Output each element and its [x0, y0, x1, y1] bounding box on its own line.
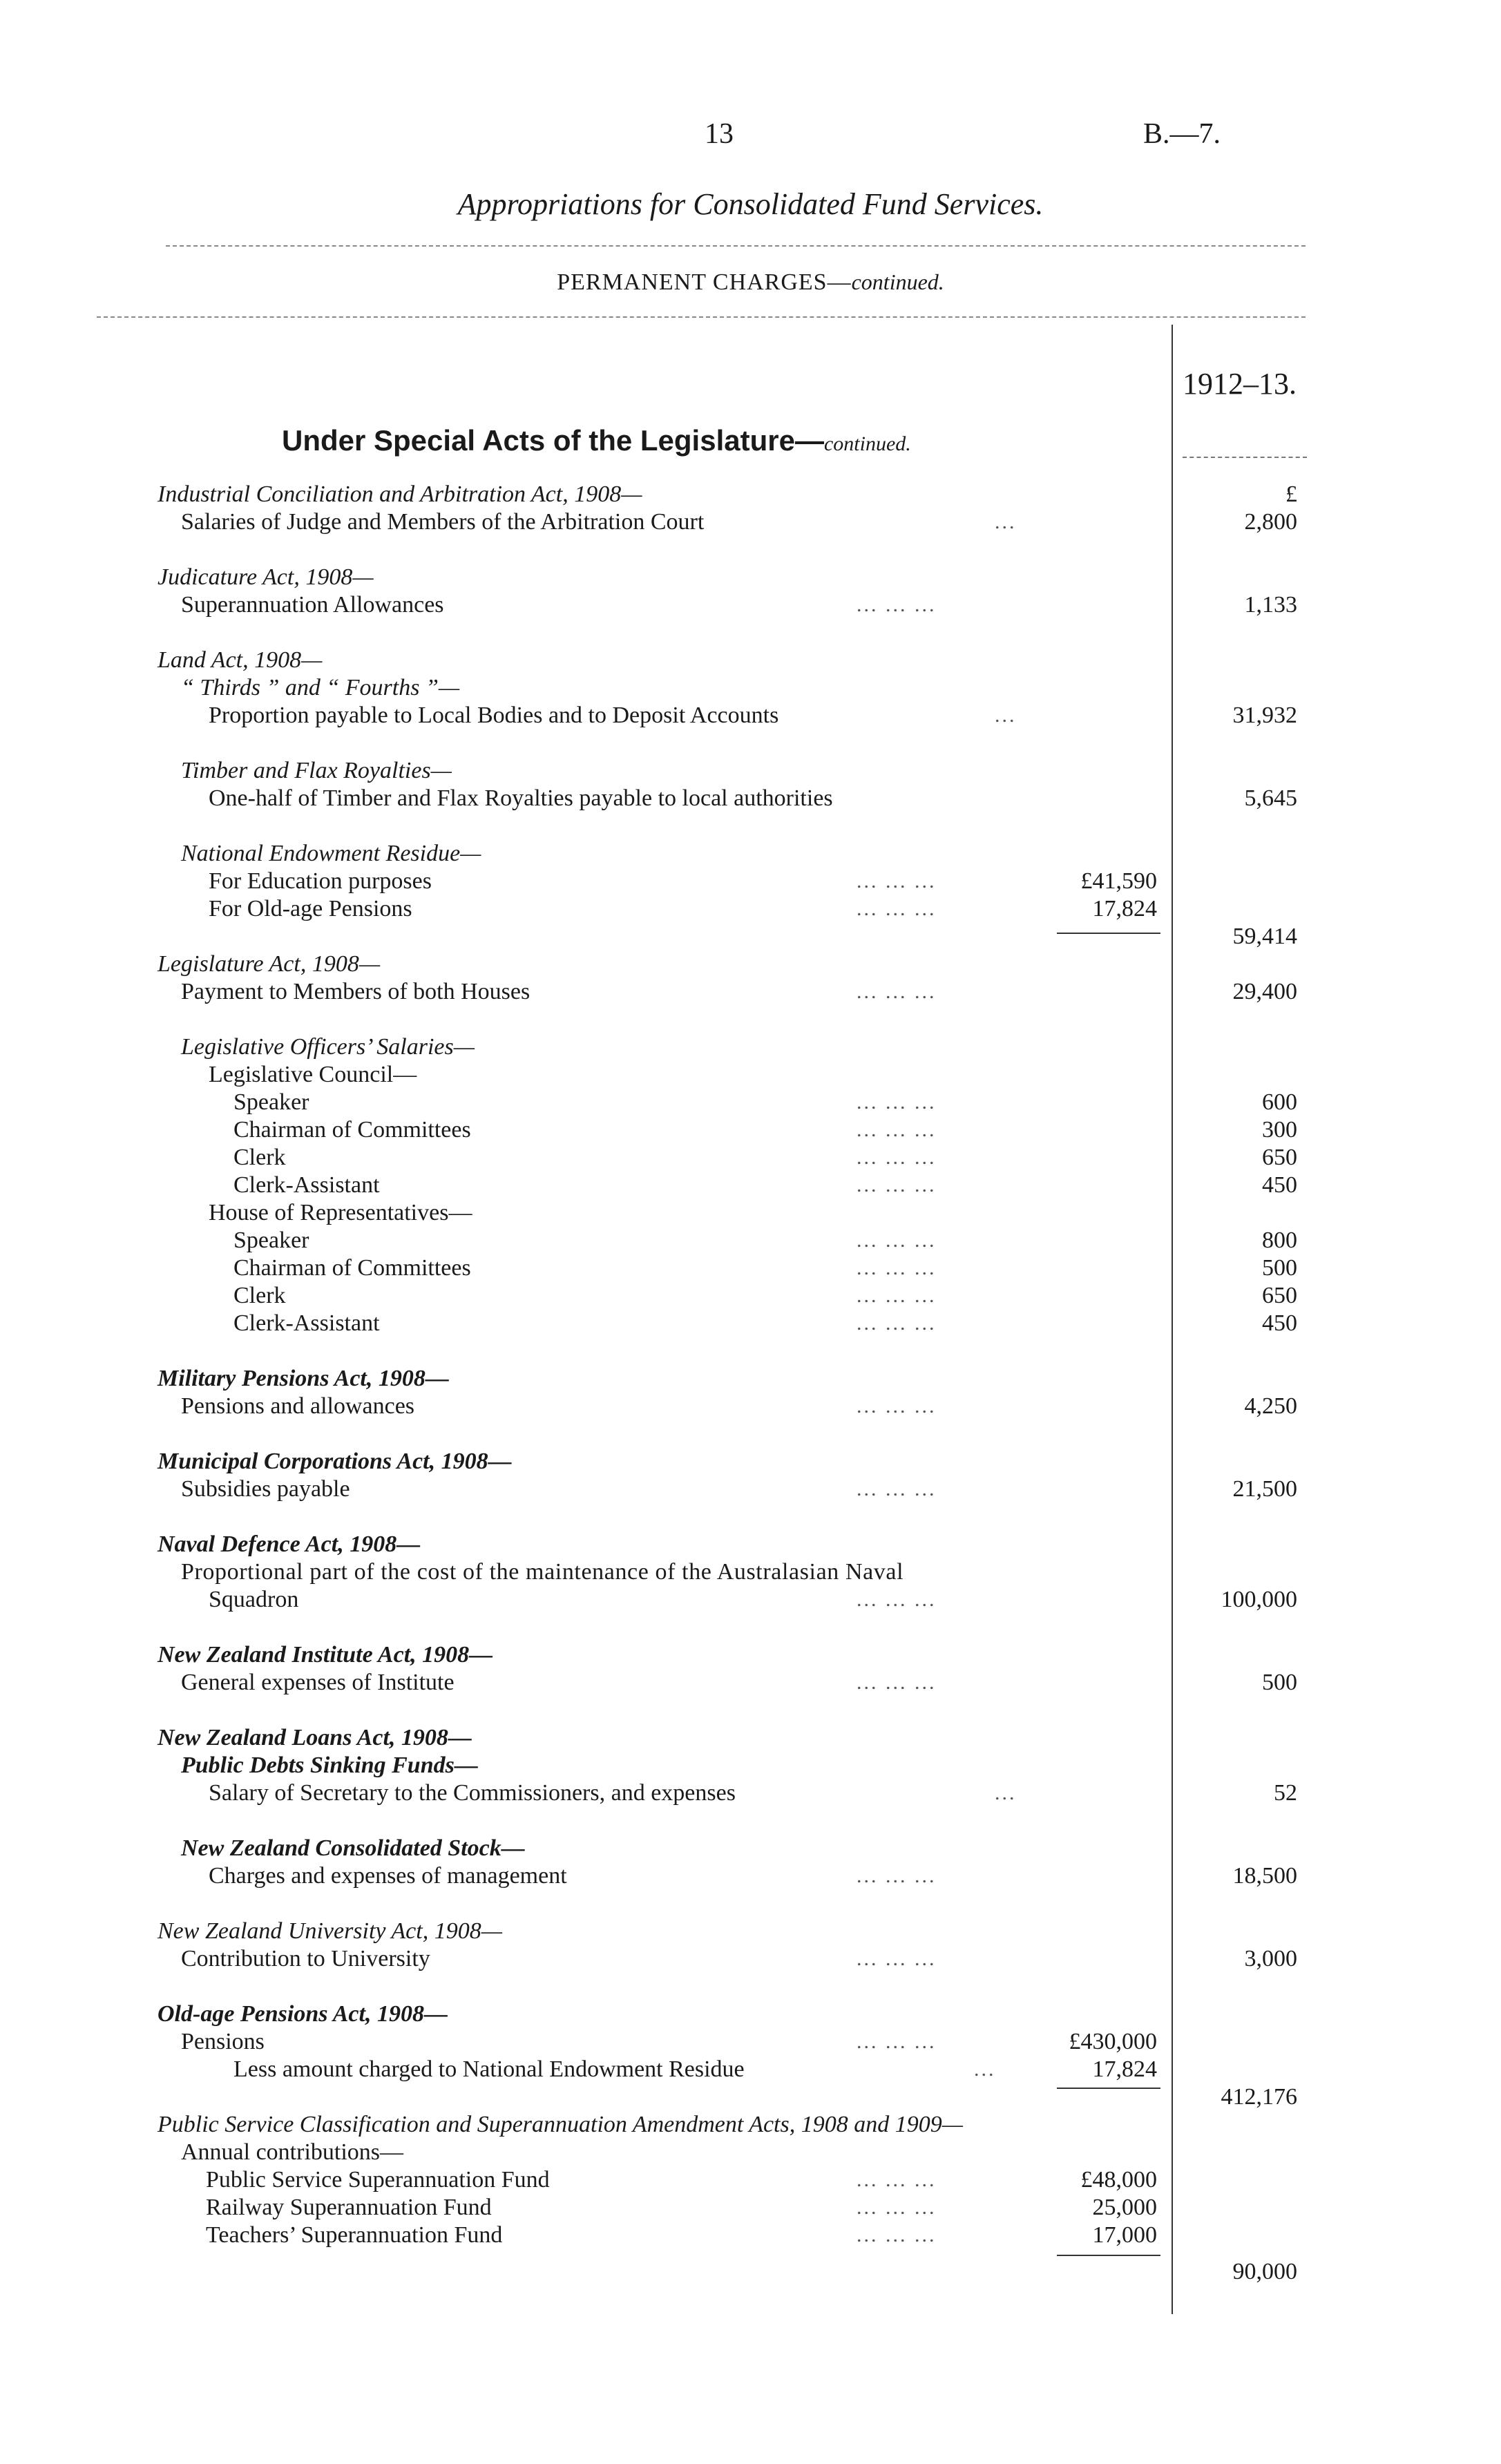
annual-contributions: Annual contributions— [181, 2139, 404, 2165]
amount-timber: 5,645 [1244, 785, 1297, 811]
amount-judicature: 1,133 [1244, 592, 1297, 618]
act-judicature: Judicature Act, 1908— [157, 564, 374, 590]
amount-house-chairman: 500 [1262, 1255, 1297, 1281]
legislative-officers-salaries: Legislative Officers’ Salaries— [181, 1034, 475, 1060]
nz-consolidated-stock: New Zealand Consolidated Stock— [181, 1835, 525, 1861]
amount-arbitration: 2,800 [1244, 509, 1297, 535]
sub-amount-public-service: £48,000 [1080, 2167, 1157, 2193]
item-old-age-pensions: For Old-age Pensions [209, 896, 412, 921]
act-legislature: Legislature Act, 1908— [157, 951, 381, 977]
subtitle-divider [97, 316, 1306, 318]
house-of-representatives: House of Representatives— [209, 1200, 472, 1225]
leader-dots: ... ... ... [857, 980, 937, 1003]
leader-dots: ... ... ... [857, 1947, 937, 1970]
house-clerk: Clerk [233, 1283, 286, 1308]
item-railway-fund: Railway Superannuation Fund [206, 2195, 492, 2220]
amount-council-speaker: 600 [1262, 1089, 1297, 1115]
amount-council-clerk: 650 [1262, 1145, 1297, 1170]
section-heading-continued: continued. [823, 432, 911, 455]
amount-land: 31,932 [1232, 703, 1297, 728]
document-reference: B.—7. [1143, 118, 1221, 150]
page-number: 13 [705, 118, 734, 150]
leader-dots: ... ... ... [857, 1146, 937, 1169]
council-chairman: Chairman of Committees [233, 1117, 471, 1143]
leader-dots: ... ... ... [857, 1864, 937, 1887]
leader-dots: ... ... ... [857, 2030, 937, 2053]
item-less-endowment: Less amount charged to National Endowment Residue [233, 2056, 745, 2082]
item-university-contribution: Contribution to University [181, 1946, 430, 1971]
subtotal-rule [1057, 933, 1160, 934]
leader-dots: ... [995, 704, 1017, 727]
sub-amount-pensions: £430,000 [1069, 2029, 1157, 2054]
item-arbitration-salaries: Salaries of Judge and Members of the Arbitration Court [181, 509, 705, 535]
leader-dots: ... [995, 1782, 1017, 1804]
act-military-pensions: Military Pensions Act, 1908— [157, 1366, 449, 1391]
act-municipal-corporations: Municipal Corporations Act, 1908— [157, 1449, 512, 1474]
act-nz-loans: New Zealand Loans Act, 1908— [157, 1725, 472, 1750]
item-stock-management: Charges and expenses of management [209, 1863, 567, 1889]
page-title: Appropriations for Consolidated Fund Services. [457, 187, 1044, 221]
leader-dots: ... ... ... [857, 2224, 937, 2246]
house-speaker: Speaker [233, 1228, 309, 1253]
public-debts-sinking-funds: Public Debts Sinking Funds— [181, 1753, 478, 1778]
amount-council-chairman: 300 [1262, 1117, 1297, 1143]
legislative-council: Legislative Council— [209, 1062, 417, 1087]
item-naval-maintenance: Proportional part of the cost of the maintenance of the Australasian Naval [181, 1559, 904, 1585]
sub-amount-old-age: 17,824 [1092, 896, 1157, 921]
item-local-bodies: Proportion payable to Local Bodies and to Deposit Accounts [209, 703, 779, 728]
title-divider [166, 245, 1306, 247]
item-payment-members: Payment to Members of both Houses [181, 979, 530, 1004]
council-speaker: Speaker [233, 1089, 309, 1115]
amount-military: 4,250 [1244, 1393, 1297, 1419]
house-clerk-assistant: Clerk-Assistant [233, 1310, 380, 1336]
leader-dots: ... ... ... [857, 1478, 937, 1500]
amount-university: 3,000 [1244, 1946, 1297, 1971]
leader-dots: ... ... ... [857, 1229, 937, 1252]
leader-dots: ... ... ... [857, 897, 937, 920]
act-naval-defence: Naval Defence Act, 1908— [157, 1531, 421, 1557]
leader-dots: ... ... ... [857, 1257, 937, 1279]
leader-dots: ... ... ... [857, 870, 937, 892]
amount-house-speaker: 800 [1262, 1228, 1297, 1253]
sub-amount-education: £41,590 [1080, 868, 1157, 894]
council-clerk-assistant: Clerk-Assistant [233, 1172, 380, 1198]
year-column-rule [1183, 457, 1307, 458]
item-education-purposes: For Education purposes [209, 868, 432, 894]
item-subsidies: Subsidies payable [181, 1476, 350, 1502]
leader-dots: ... ... ... [857, 1118, 937, 1141]
leader-dots: ... ... ... [857, 1588, 937, 1611]
amount-public-service: 90,000 [1232, 2259, 1297, 2284]
item-pensions: Pensions [181, 2029, 265, 2054]
house-chairman: Chairman of Committees [233, 1255, 471, 1281]
item-public-service-fund: Public Service Superannuation Fund [206, 2167, 550, 2193]
item-superannuation-allowances: Superannuation Allowances [181, 592, 444, 618]
leader-dots: ... ... ... [857, 1174, 937, 1196]
item-naval-squadron: Squadron [209, 1587, 299, 1612]
amount-municipal: 21,500 [1232, 1476, 1297, 1502]
subtotal-rule [1057, 2088, 1160, 2089]
leader-dots: ... ... ... [857, 2196, 937, 2219]
leader-dots: ... [995, 510, 1017, 533]
leader-dots: ... ... ... [857, 1312, 937, 1335]
leader-dots: ... ... ... [857, 1284, 937, 1307]
subtitle-continued: continued. [851, 269, 944, 294]
sub-amount-less: 17,824 [1092, 2056, 1157, 2082]
leader-dots: ... ... ... [857, 1091, 937, 1114]
act-nz-university: New Zealand University Act, 1908— [157, 1918, 502, 1944]
item-timber-royalties: One-half of Timber and Flax Royalties payable to local authorities [209, 785, 833, 811]
sub-amount-teachers: 17,000 [1092, 2222, 1157, 2248]
section-heading [282, 424, 911, 457]
amount-council-assistant: 450 [1262, 1172, 1297, 1198]
timber-flax-royalties: Timber and Flax Royalties— [181, 758, 452, 783]
leader-dots: ... ... ... [857, 1395, 937, 1417]
item-teachers-fund: Teachers’ Superannuation Fund [206, 2222, 503, 2248]
act-industrial-conciliation: Industrial Conciliation and Arbitration Act, 1908— [157, 481, 642, 507]
amount-national-endowment: 59,414 [1232, 924, 1297, 949]
item-institute-expenses: General expenses of Institute [181, 1670, 455, 1695]
amount-old-age: 412,176 [1221, 2084, 1297, 2110]
land-thirds-fourths: “ Thirds ” and “ Fourths ”— [181, 675, 460, 700]
year-column-header: 1912–13. [1183, 367, 1297, 401]
leader-dots: ... [974, 2058, 996, 2081]
national-endowment-residue: National Endowment Residue— [181, 841, 481, 866]
amount-naval: 100,000 [1221, 1587, 1297, 1612]
subtotal-rule [1057, 2255, 1160, 2256]
amount-institute: 500 [1262, 1670, 1297, 1695]
leader-dots: ... ... ... [857, 593, 937, 616]
item-secretary-salary: Salary of Secretary to the Commissioners, and expenses [209, 1780, 736, 1806]
amount-stock: 18,500 [1232, 1863, 1297, 1889]
act-public-service-classification: Public Service Classification and Superannuation Amendment Acts, 1908 and 1909— [157, 2112, 963, 2137]
act-nz-institute: New Zealand Institute Act, 1908— [157, 1642, 493, 1668]
council-clerk: Clerk [233, 1145, 286, 1170]
amount-legislature: 29,400 [1232, 979, 1297, 1004]
leader-dots: ... ... ... [857, 1671, 937, 1694]
section-heading-text: Under Special Acts of the Legislature— [282, 424, 824, 457]
amount-house-clerk: 650 [1262, 1283, 1297, 1308]
leader-dots: ... ... ... [857, 2168, 937, 2191]
item-pensions-allowances: Pensions and allowances [181, 1393, 415, 1419]
subtitle-main: PERMANENT CHARGES— [557, 269, 852, 295]
act-old-age-pensions: Old-age Pensions Act, 1908— [157, 2001, 448, 2027]
act-land: Land Act, 1908— [157, 647, 323, 673]
amount-loans: 52 [1274, 1780, 1297, 1806]
amount-house-assistant: 450 [1262, 1310, 1297, 1336]
page-subtitle [0, 269, 1501, 296]
currency-symbol: £ [1285, 481, 1297, 507]
sub-amount-railway: 25,000 [1092, 2195, 1157, 2220]
